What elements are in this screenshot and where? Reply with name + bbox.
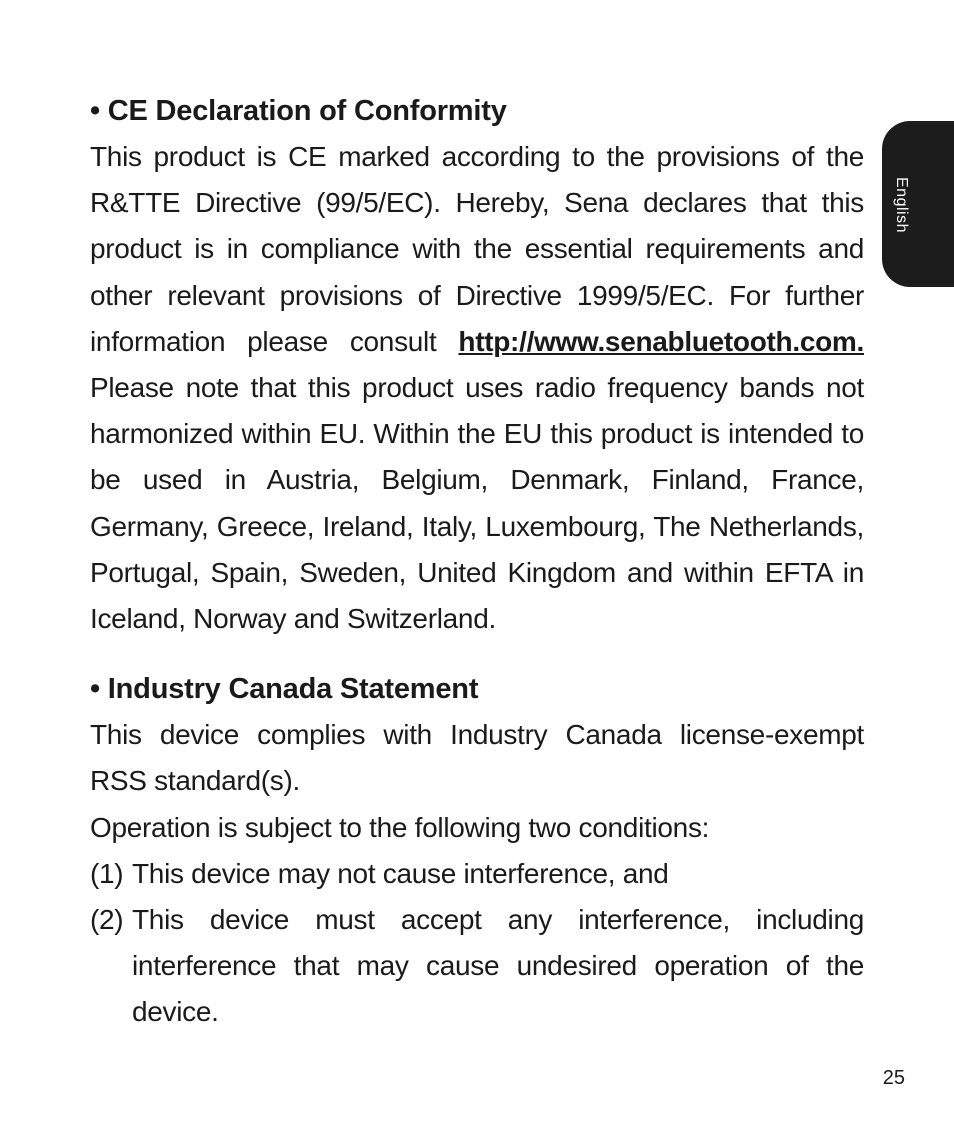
condition-number: (1) [90,857,124,889]
condition-item [90,897,864,1036]
industry-canada-section [90,666,864,1035]
ic-paragraph-1: This device complies with Industry Canada license-exempt RSS standard(s). [90,719,864,797]
ce-heading: • CE Declaration of Conformity [90,95,507,127]
ce-section [90,88,864,642]
ce-paragraph [90,134,864,642]
language-tab-label: English [893,177,910,233]
condition-text: This device must accept any interference, including interference that may cause undesired operation of the device. [132,904,864,1028]
ce-text-after-link: Please note that this product uses radio frequency bands not harmonized within EU. Within the EU this product is intended to be used in Austria, Belgium, Denmark, Finland, France, Germany, Greece, Ireland, Italy, Luxembourg, The Netherlands, Portugal, Spain, Sweden, United Kingdom and within EFTA in Iceland, Norway and Switzerland. [90,372,864,635]
sena-website-link[interactable]: http://www.senabluetooth.com. [458,325,864,357]
ce-text-before-link: This product is CE marked according to the provisions of the R&TTE Directive (99/5/EC). Hereby, Sena declares that this product is in compliance with the essential requirements and other relevant provisions of Directive 1999/5/EC. For further information please consult [90,141,864,357]
page-content [90,88,864,1036]
condition-item [90,851,864,897]
page-number: 25 [882,1067,905,1089]
section-spacer [90,642,864,666]
condition-text: This device may not cause interference, and [132,857,669,889]
condition-number: (2) [90,904,124,936]
industry-canada-heading: • Industry Canada Statement [90,673,479,706]
ic-paragraph-2: Operation is subject to the following two conditions: [90,811,710,843]
